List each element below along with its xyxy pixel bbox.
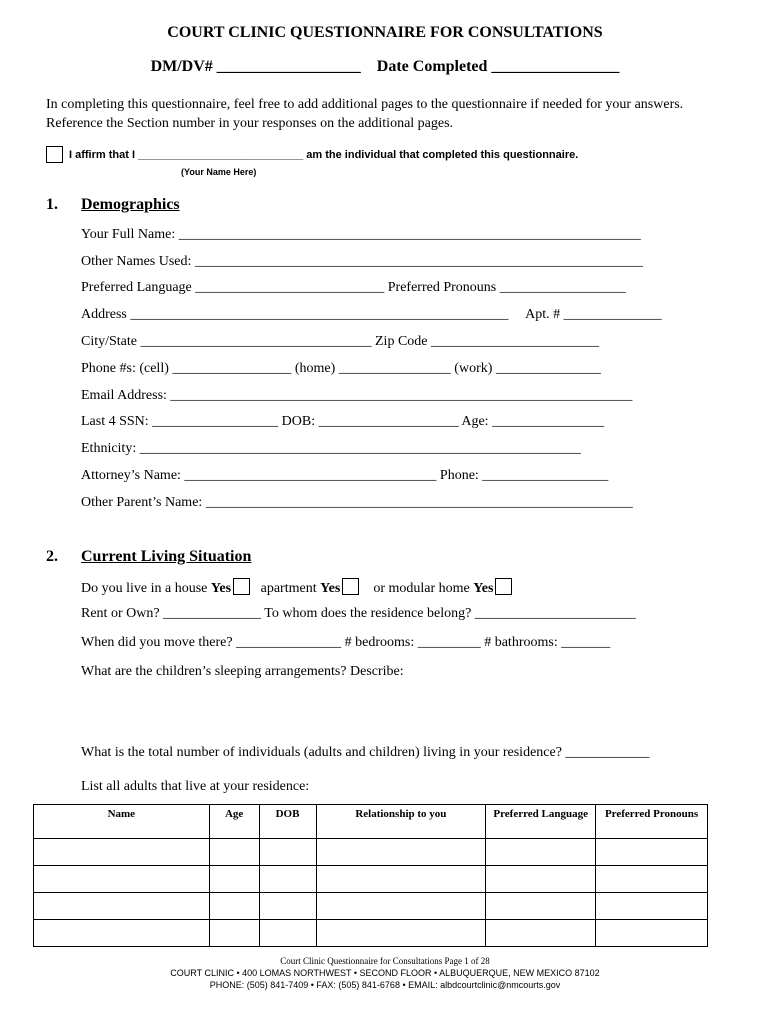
table-row[interactable]: [34, 920, 708, 947]
col-language-header: Preferred Language: [486, 805, 596, 839]
case-number-date-line[interactable]: DM/DV# __________________ Date Completed ________________: [150, 58, 620, 75]
table-cell[interactable]: [209, 839, 259, 866]
sleeping-arrangements-question[interactable]: What are the children’s sleeping arrangements? Describe:: [81, 664, 404, 679]
document-title: COURT CLINIC QUESTIONNAIRE FOR CONSULTATIONS: [167, 24, 603, 41]
table-cell[interactable]: [486, 866, 596, 893]
table-cell[interactable]: [209, 920, 259, 947]
table-cell[interactable]: [34, 920, 210, 947]
ethnicity-field[interactable]: Ethnicity: _______________________________________________________________: [81, 441, 581, 456]
table-cell[interactable]: [486, 893, 596, 920]
table-cell[interactable]: [209, 866, 259, 893]
move-bedrooms-field[interactable]: When did you move there? _______________ # bedrooms: _________ # bathrooms: _______: [81, 635, 611, 650]
address-field[interactable]: Address ______________________________________________________ Apt. # ______________: [81, 307, 662, 322]
phone-numbers-field[interactable]: Phone #s: (cell) _________________ (home) ________________ (work) _______________: [81, 361, 601, 376]
apartment-yes-checkbox[interactable]: [342, 578, 359, 595]
affirm-checkbox[interactable]: [46, 146, 63, 163]
house-yes-label: Yes: [210, 581, 232, 596]
table-row[interactable]: [34, 839, 708, 866]
rent-own-field[interactable]: Rent or Own? ______________ To whom does the residence belong? _______________________: [81, 606, 636, 621]
table-cell[interactable]: [316, 893, 486, 920]
house-yes-checkbox[interactable]: [233, 578, 250, 595]
housing-type-row: [81, 578, 512, 597]
table-row[interactable]: [34, 893, 708, 920]
col-age-header: Age: [209, 805, 259, 839]
table-header-row: [34, 805, 708, 839]
city-zip-field[interactable]: City/State _________________________________ Zip Code ________________________: [81, 334, 599, 349]
total-residents-field[interactable]: What is the total number of individuals (adults and children) living in your residence? ____________: [81, 745, 650, 760]
footer-contact: PHONE: (505) 841-7409 • FAX: (505) 841-6768 • EMAIL: albdcourtclinic@nmcourts.gov: [209, 980, 561, 990]
adults-table: [33, 804, 708, 947]
house-question: Do you live in a house: [81, 581, 208, 596]
section-2-number: 2.: [46, 548, 58, 565]
section-1-title: Demographics: [81, 196, 180, 213]
table-cell[interactable]: [486, 839, 596, 866]
affirm-name-hint: (Your Name Here): [181, 167, 257, 177]
table-cell[interactable]: [596, 839, 708, 866]
intro-paragraph: In completing this questionnaire, feel free to add additional pages to the questionnaire if needed for your answers. Reference the Section number in your responses on the additional pages.: [46, 97, 684, 131]
email-field[interactable]: Email Address: __________________________________________________________________: [81, 388, 633, 403]
footer-page-number: Court Clinic Questionnaire for Consultations Page 1 of 28: [280, 956, 490, 966]
table-cell[interactable]: [34, 893, 210, 920]
table-cell[interactable]: [316, 920, 486, 947]
col-dob-header: DOB: [259, 805, 316, 839]
table-cell[interactable]: [596, 866, 708, 893]
attorney-field[interactable]: Attorney’s Name: ____________________________________ Phone: __________________: [81, 468, 609, 483]
footer-address: COURT CLINIC • 400 LOMAS NORTHWEST • SECOND FLOOR • ALBUQUERQUE, NEW MEXICO 87102: [170, 968, 600, 978]
table-cell[interactable]: [259, 866, 316, 893]
table-cell[interactable]: [259, 893, 316, 920]
table-cell[interactable]: [259, 920, 316, 947]
ssn-dob-age-field[interactable]: Last 4 SSN: __________________ DOB: ____________________ Age: ________________: [81, 414, 605, 429]
modular-yes-checkbox[interactable]: [495, 578, 512, 595]
affirm-statement[interactable]: I affirm that I ___________________________ am the individual that completed this questionnaire.: [69, 149, 579, 161]
other-parent-field[interactable]: Other Parent’s Name: _____________________________________________________________: [81, 495, 633, 510]
table-cell[interactable]: [596, 893, 708, 920]
section-2-title: Current Living Situation: [81, 548, 252, 565]
col-relationship-header: Relationship to you: [316, 805, 486, 839]
table-cell[interactable]: [316, 866, 486, 893]
table-cell[interactable]: [34, 839, 210, 866]
table-cell[interactable]: [34, 866, 210, 893]
adults-list-label: List all adults that live at your residence:: [81, 779, 310, 794]
col-name-header: Name: [34, 805, 210, 839]
other-names-field[interactable]: Other Names Used: ________________________________________________________________: [81, 254, 643, 269]
apartment-yes-label: Yes: [320, 581, 341, 596]
table-cell[interactable]: [486, 920, 596, 947]
table-row[interactable]: [34, 866, 708, 893]
col-pronouns-header: Preferred Pronouns: [596, 805, 708, 839]
table-cell[interactable]: [316, 839, 486, 866]
language-pronouns-field[interactable]: Preferred Language ___________________________ Preferred Pronouns __________________: [81, 280, 626, 295]
modular-yes-label: Yes: [473, 581, 494, 596]
apartment-question: apartment: [260, 581, 317, 596]
table-cell[interactable]: [259, 839, 316, 866]
table-cell[interactable]: [209, 893, 259, 920]
table-cell[interactable]: [596, 920, 708, 947]
modular-question: or modular home: [373, 581, 470, 596]
full-name-field[interactable]: Your Full Name: __________________________________________________________________: [81, 227, 641, 242]
section-1-number: 1.: [46, 196, 58, 213]
